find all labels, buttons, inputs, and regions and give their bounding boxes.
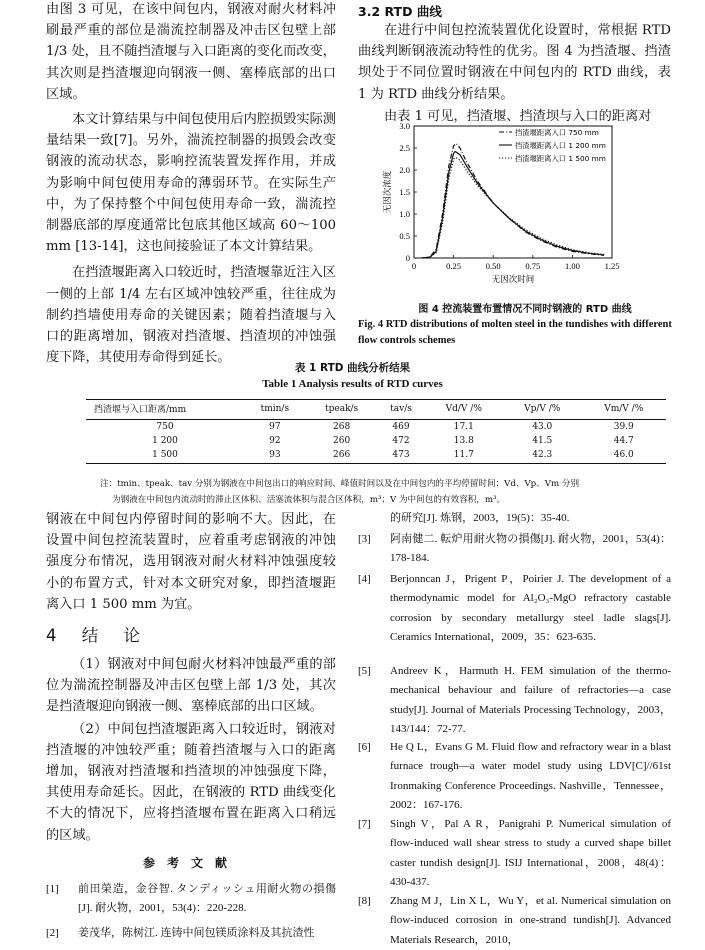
- reference-number: [8]: [358, 895, 371, 907]
- table-cell: 17.1: [453, 422, 474, 432]
- paragraph: 本文计算结果与中间包使用后内腔损毁实际测量结果一致[7]。另外，湍流控制器的损毁会改变钢液的流动状态，影响控流装置发挥作用，并成为影响中间包使用寿命的薄弱环节。在实际生产中，为了保持整个中间包使用寿命一致，湍流控制器底部的厚度通常比包底其他区域高 60～100 mm [13-14]，这也间接验证了本文计算结果。: [46, 112, 336, 255]
- reference-text: 前田榮造，金谷智. タンディッシュ用耐火物の損傷[J]. 耐火物，2001，53(4)：220-228.: [78, 883, 336, 915]
- y-tick-label: 2.5: [399, 143, 410, 153]
- section-title-3-2: 3.2 RTD 曲线: [358, 4, 442, 19]
- table-cell: 1 200: [152, 436, 178, 446]
- reference-item: [358, 530, 671, 569]
- table-cell: 43.0: [532, 422, 553, 432]
- paragraph: 由表 1 可见，挡渣堰、挡渣坝与入口的距离对: [384, 108, 652, 124]
- reference-item: [358, 662, 671, 740]
- table-cell: 469: [392, 422, 410, 432]
- conclusion-item: （2）中间包挡渣堰距离入口较近时，钢液对挡渣堰的冲蚀较严重；随着挡渣堰与入口的距离增加，钢液对挡渣堰和挡渣坝的冲蚀强度下降，其使用寿命延长。因此，在钢液的 RTD 曲线变化不大的情况下，应将挡渣堰布置在距离入口稍远的区域。: [46, 721, 336, 843]
- reference-text: Zhang M J，Lin X L，Wu Y，et al. Numerical simulation on flow-induced corrosion in one-strand tundish[J]. Advanced Materials Research，2010，: [390, 895, 671, 946]
- reference-number: [1]: [46, 883, 59, 895]
- x-tick-label: 0: [411, 261, 417, 271]
- table-cell: 13.8: [453, 436, 474, 446]
- table-cell: 266: [306, 448, 378, 464]
- reference-number: [7]: [358, 818, 371, 830]
- left-bottom-text: [46, 509, 336, 615]
- reference-text: 阿南健二. 転炉用耐火物の損傷[J]. 耐火物，2001，53(4)：178-184.: [390, 533, 671, 565]
- reference-number: [5]: [358, 665, 371, 677]
- table-cell: 11.7: [425, 448, 503, 464]
- y-tick-label: 0.5: [399, 231, 410, 241]
- reference-text: 姜茂华，陈树江. 连铸中间包镁质涂料及其抗渣性: [78, 927, 315, 939]
- y-axis-label: 无因次浓度: [383, 170, 393, 214]
- table-caption-cn: 表 1 RTD 曲线分析结果: [294, 362, 411, 374]
- table-cell: 97: [269, 422, 281, 432]
- reference-text: Berjonncan J，Prigent P，Poirier J. The development of a thermodynamic model for Al₂O₃-MgO refractory castable corrosion by secondary metallurgy steel ladle slags[J]. Ceramics International，2009，35：623-635.: [390, 573, 671, 644]
- reference-number: [4]: [358, 573, 371, 585]
- left-top-text: [46, 0, 336, 368]
- table-note: 注：tmin、tpeak、tav 分别为钢液在中间包出口的响应时间、峰值时间以及在中间包内的平均停留时间；Vd、Vp、Vm 分别: [100, 479, 580, 489]
- table-header: 挡渣堰与入口距离/mm: [86, 400, 244, 420]
- table-cell: 93: [244, 448, 306, 464]
- reference-text: He Q L，Evans G M. Fluid flow and refractory wear in a blast furnace trough—a water model study using LDV[C]//61st Ironmaking Conference Proceedings. Nashville，Tennessee，2002：167-176.: [390, 741, 671, 812]
- table-row: [86, 448, 666, 464]
- table-row: [86, 420, 666, 435]
- conclusion-item: （1）钢液对中间包耐火材料冲蚀最严重的部位为湍流控制器及冲击区包壁上部 1/3 处，其次是挡渣堰迎向钢液一侧、塞棒底部的出口区域。: [46, 657, 336, 715]
- table-header: tav/s: [378, 400, 425, 420]
- rtd-results-table: [86, 399, 666, 464]
- reference-item: [358, 738, 671, 816]
- legend-label: 挡渣堰距离入口 1 500 mm: [515, 154, 606, 163]
- references-title: 参考文献: [142, 856, 239, 870]
- y-tick-label: 0: [405, 253, 410, 263]
- table-cell: 42.3: [503, 448, 581, 464]
- reference-item: [46, 924, 336, 943]
- series-line: [422, 152, 604, 258]
- paragraph: 钢液在中间包内停留时间的影响不大。因此，在设置中间包控流装置时，应着重考虑钢液的冲蚀强度分布情况，选用钢液对耐火材料冲蚀强度较小的布置方式，针对本文研究对象，即挡渣堰距离入口 1 500 mm 为宜。: [46, 512, 336, 612]
- table-cell: 46.0: [582, 448, 667, 464]
- reference-text: Singh V，Pal A R，Panigrahi P. Numerical simulation of flow-induced wall shear stress to study a curved shape billet caster tundish design[J]. ISIJ International，2008，48(4)：430-437.: [390, 818, 671, 889]
- reference-item: [358, 892, 671, 950]
- table-note: 为钢液在中间包内流动时的滞止区体积、活塞流体积与混合区体积，m³；V 为中间包的有效容积，m³。: [112, 495, 506, 505]
- reference-item: [358, 509, 671, 528]
- paragraph: 在进行中间包控流装置优化设置时，常根据 RTD 曲线判断钢液流动特性的优劣。图 4 为挡渣堰、挡渣坝处于不同位置时钢液在中间包内的 RTD 曲线，表 1 为 RTD 曲线分析结果。: [358, 23, 671, 102]
- table-cell: 473: [378, 448, 425, 464]
- table-cell: 39.9: [613, 422, 634, 432]
- conclusions: [46, 654, 336, 846]
- reference-number: [6]: [358, 741, 371, 753]
- figure-caption-cn: 图 4 控流装置布置情况不同时钢液的 RTD 曲线: [418, 304, 632, 315]
- legend-label: 挡渣堰距离入口 750 mm: [515, 128, 599, 137]
- y-tick-label: 1.5: [399, 187, 410, 197]
- y-tick-label: 2.0: [399, 165, 410, 175]
- y-tick-label: 3.0: [399, 121, 410, 131]
- reference-text: 的研究[J]. 炼钢，2003，19(5)：35-40.: [390, 512, 570, 524]
- x-axis-label: 无因次时间: [491, 275, 535, 285]
- reference-item: [358, 570, 671, 648]
- reference-number: [2]: [46, 927, 59, 939]
- table-header: Vp/V /%: [503, 400, 581, 420]
- rtd-chart: [374, 118, 674, 300]
- reference-item: [46, 880, 336, 919]
- table-cell: 1 500: [86, 448, 244, 464]
- reference-text: Andreev K，Harmuth H. FEM simulation of the thermo-mechanical behaviour and failure of refractories—a case study[J]. Journal of Materials Processing Technology，2003，143/144：72-77.: [390, 665, 671, 736]
- table-cell: 472: [392, 436, 410, 446]
- paragraph: 由图 3 可见，在该中间包内，钢液对耐火材料冲刷最严重的部位是湍流控制器及冲击区包壁上部 1/3 处，且不随挡渣堰与入口距离的变化而改变，其次则是挡渣堰迎向钢液一侧、塞棒底部的出口区域。: [46, 2, 336, 102]
- x-tick-label: 0.50: [485, 261, 501, 271]
- x-tick-label: 1.00: [564, 261, 580, 271]
- y-tick-label: 1.0: [399, 209, 410, 219]
- right-top-text: [358, 20, 671, 127]
- table-header: Vm/V /%: [582, 400, 667, 420]
- table-header: tmin/s: [244, 400, 306, 420]
- legend-label: 挡渣堰距离入口 1 200 mm: [515, 141, 606, 150]
- table-row: [86, 434, 666, 448]
- x-tick-label: 0.75: [525, 261, 541, 271]
- x-tick-label: 1.25: [604, 261, 620, 271]
- table-cell: 92: [269, 436, 281, 446]
- table-header: tpeak/s: [306, 400, 378, 420]
- table-cell: 260: [333, 436, 351, 446]
- x-tick-label: 0.25: [446, 261, 462, 271]
- table-cell: 750: [156, 422, 174, 432]
- figure-caption-en: Fig. 4 RTD distributions of molten steel in the tundishes with different flow controls schemes: [358, 319, 672, 346]
- section-title-conclusion: 4 结 论: [46, 626, 150, 645]
- table-cell: 41.5: [532, 436, 553, 446]
- table-cell: 268: [333, 422, 351, 432]
- reference-item: [358, 815, 671, 893]
- table-header: Vd/V /%: [425, 400, 503, 420]
- table-cell: 44.7: [613, 436, 634, 446]
- reference-number: [3]: [358, 533, 371, 545]
- paragraph: 在挡渣堰距离入口较近时，挡渣堰靠近注入区一侧的上部 1/4 左右区域冲蚀较严重，往往成为制约挡墙使用寿命的关键因素；随着挡渣堰与入口的距离增加，钢液对挡渣堰、挡渣坝的冲蚀强度下降，其使用寿命得到延长。: [46, 265, 336, 366]
- table-caption-en: Table 1 Analysis results of RTD curves: [262, 378, 443, 390]
